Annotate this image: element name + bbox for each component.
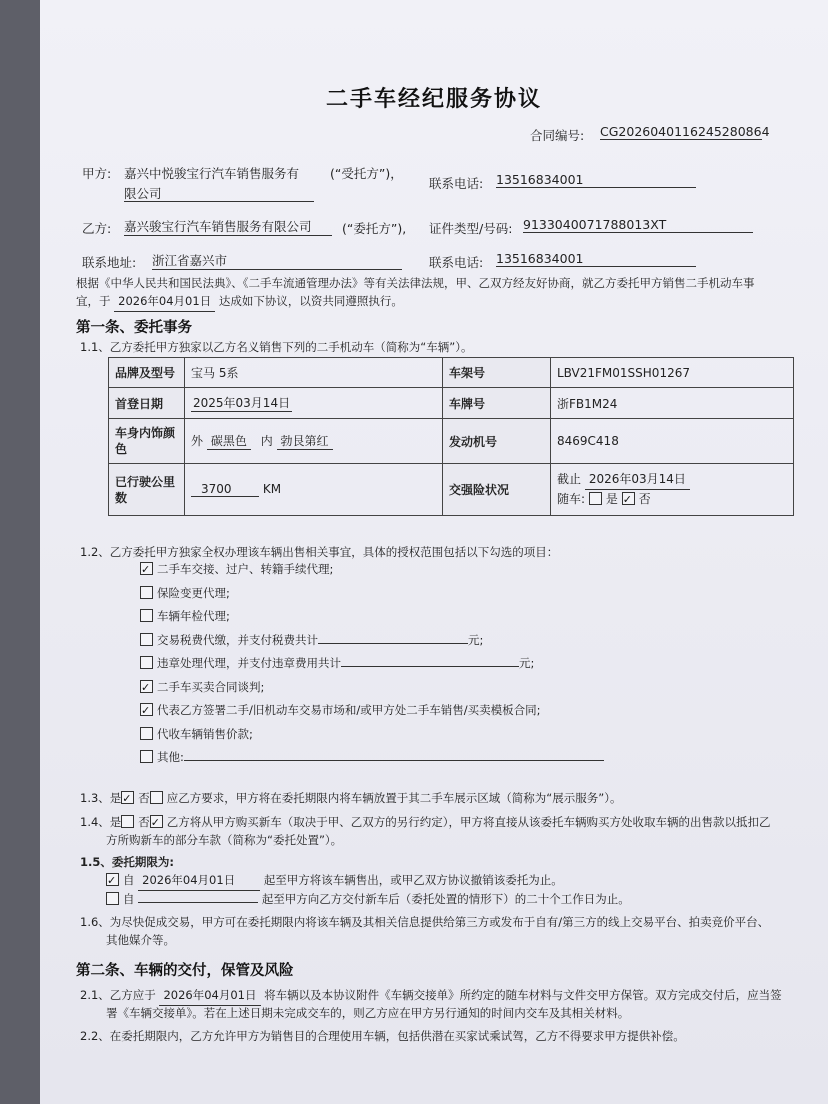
reg-date-cell <box>185 388 443 419</box>
option-checkbox[interactable] <box>140 680 153 693</box>
clause-1-3 <box>80 789 621 808</box>
contract-page <box>40 0 828 1104</box>
clause-1-3-yes-checkbox[interactable] <box>121 791 134 804</box>
option-label: 其他: <box>157 750 184 764</box>
option-checkbox[interactable] <box>140 562 153 575</box>
party-a-phone-label: 联系电话: <box>429 176 484 191</box>
clause-1-5-option-b <box>106 890 630 909</box>
term-b-date-blank[interactable] <box>138 890 258 903</box>
clause-2-2: 2.2、在委托期限内，乙方允许甲方为销售目的合理使用车辆，包括供潜在买家试乘试驾，乙方不得要求甲方提供补偿。 <box>80 1029 685 1043</box>
option-label: 二手车交接、过户、转籍手续代理; <box>157 562 334 576</box>
vin-value: LBV21FM01SSH01267 <box>551 358 794 388</box>
page-title: 二手车经纪服务协议 <box>325 87 542 112</box>
option-label: 二手车买卖合同谈判; <box>157 679 265 694</box>
clause-2-1-line2: 署《车辆交接单》。若在上述日期未完成交车的，则乙方应在甲方另行通知的时间内交车及其相关材料。 <box>106 1006 630 1020</box>
party-a-role: (“受托方”)， <box>330 166 403 181</box>
engine-value: 8469C418 <box>551 419 794 464</box>
option-suffix: 元; <box>468 632 484 647</box>
clause-1-4-text: 乙方将从甲方购买新车（取决于甲、乙双方的另行约定），甲方将直接从该委托车辆购买方处收取车辆的出售款以抵扣乙 <box>166 815 771 829</box>
insurance-cell <box>551 464 794 516</box>
option-item <box>140 748 604 772</box>
term-b-checkbox[interactable] <box>106 892 119 905</box>
clause-1-4-no-checkbox[interactable] <box>150 815 163 828</box>
party-a-name-underline <box>124 201 314 202</box>
option-checkbox[interactable] <box>140 609 153 622</box>
term-a-text: 起至甲方将该车辆售出，或甲乙双方协议撤销该委托为止。 <box>263 873 563 887</box>
clause-1-5: 1.5、委托期限为: <box>80 855 174 869</box>
clause-1-4-prefix: 1.4、是 <box>80 815 122 829</box>
interior-prefix: 内 <box>260 434 273 448</box>
option-suffix: 元; <box>519 656 535 670</box>
mileage-cell <box>185 464 443 516</box>
clause-1-4-no-label: 否 <box>138 815 150 829</box>
clause-2-1-prefix: 2.1、乙方应于 <box>80 988 156 1002</box>
brand-value: 宝马 5系 <box>185 358 443 388</box>
option-item <box>140 678 604 702</box>
section2-title: 第二条、车辆的交付，保管及风险 <box>76 963 294 979</box>
option-checkbox[interactable] <box>140 633 153 646</box>
exterior-color: 碳黑色 <box>207 432 251 450</box>
clause-1-5-option-a <box>106 871 563 891</box>
insurance-follow-label: 随车: <box>557 492 586 506</box>
clause-1-3-text: 应乙方要求，甲方将在委托期限内将车辆放置于其二手车展示区域（简称为“展示服务”）。 <box>166 791 622 805</box>
plate-label: 车牌号 <box>443 388 551 419</box>
clause-1-3-no-checkbox[interactable] <box>150 791 163 804</box>
contract-number-label: 合同编号: <box>530 128 585 143</box>
option-label: 车辆年检代理; <box>157 609 230 623</box>
clause-1-4-yes-checkbox[interactable] <box>121 815 134 828</box>
table-row <box>109 419 794 464</box>
party-b-address: 浙江省嘉兴市 <box>152 251 402 270</box>
option-label: 交易税费代缴，并支付税费共计 <box>157 632 318 647</box>
option-checkbox[interactable] <box>140 703 153 716</box>
option-label: 保险变更代理; <box>157 585 230 600</box>
party-b-address-label: 联系地址: <box>82 255 137 270</box>
reg-date-value: 2025年03月14日 <box>193 396 291 410</box>
party-b-label: 乙方: <box>82 221 112 236</box>
option-list <box>140 560 604 772</box>
option-checkbox[interactable] <box>140 656 153 669</box>
insurance-yes-checkbox[interactable] <box>589 492 602 505</box>
party-a-name-line2: 限公司 <box>124 186 162 201</box>
color-cell <box>185 419 443 464</box>
term-b-prefix: 自 <box>123 892 135 906</box>
party-b-id-value: 9133040071788013XT <box>523 217 753 233</box>
party-b-id-label: 证件类型/号码: <box>429 221 513 236</box>
insurance-prefix: 截止 <box>557 472 582 486</box>
violation-amount-blank[interactable] <box>341 654 519 667</box>
mileage-value: 3700 <box>191 482 259 497</box>
clause-1-3-no-label: 否 <box>138 791 150 805</box>
option-label: 代收车辆销售价款; <box>157 726 253 741</box>
term-a-checkbox[interactable] <box>106 873 119 886</box>
mileage-unit: KM <box>262 482 282 496</box>
clause-1-1: 1.1、乙方委托甲方独家以乙方名义销售下列的二手机动车（简称为“车辆”）。 <box>80 340 473 354</box>
term-a-prefix: 自 <box>123 873 135 887</box>
option-label: 代表乙方签署二手/旧机动车交易市场和/或甲方处二手车销售/买卖模板合同; <box>157 703 541 717</box>
option-checkbox[interactable] <box>140 727 153 740</box>
table-row <box>109 464 794 516</box>
preamble-line2 <box>76 292 403 312</box>
insurance-date: 2026年03月14日 <box>585 470 690 490</box>
brand-label: 品牌及型号 <box>109 358 185 388</box>
party-b-role: (“委托方”), <box>342 221 407 236</box>
other-blank[interactable] <box>184 748 604 761</box>
plate-value: 浙FB1M24 <box>551 388 794 419</box>
option-item <box>140 654 604 678</box>
insurance-no-label: 否 <box>638 492 651 506</box>
party-b-phone-label: 联系电话: <box>429 255 484 270</box>
clause-2-1 <box>80 986 782 1006</box>
color-label: 车身内饰颜色 <box>109 419 185 464</box>
option-checkbox[interactable] <box>140 586 153 599</box>
clause-1-4-line2: 方所购新车的部分车款（简称为“委托处置”）。 <box>106 833 343 847</box>
clause-1-6-line1: 1.6、为尽快促成交易，甲方可在委托期限内将该车辆及其相关信息提供给第三方或发布于自有/第三方的线上交易平台、拍卖竞价平台、 <box>80 915 770 929</box>
party-a-phone: 13516834001 <box>496 172 696 188</box>
clause-2-1-date: 2026年04月01日 <box>159 986 260 1006</box>
vin-label: 车架号 <box>443 358 551 388</box>
party-b-phone: 13516834001 <box>496 251 696 267</box>
insurance-yes-label: 是 <box>605 492 618 506</box>
option-item <box>140 607 604 631</box>
tax-amount-blank[interactable] <box>318 631 468 644</box>
table-row <box>109 388 794 419</box>
term-a-date: 2026年04月01日 <box>138 871 260 891</box>
preamble-line1: 根据《中华人民共和国民法典》、《二手车流通管理办法》等有关法律法规，甲、乙双方经友好协商，就乙方委托甲方销售二手机动车事 <box>76 276 755 290</box>
preamble-post: 达成如下协议，以资共同遵照执行。 <box>218 294 403 308</box>
party-a-label: 甲方: <box>82 166 112 181</box>
party-b-name: 嘉兴骏宝行汽车销售服务有限公司 <box>124 217 332 236</box>
clause-2-1-text: 将车辆以及本协议附件《车辆交接单》所约定的随车材料与文件交甲方保管。双方完成交付后，应当签 <box>264 988 782 1002</box>
option-item <box>140 560 604 584</box>
contract-number: CG2026040116245280864 <box>600 124 770 139</box>
preamble-date: 2026年04月01日 <box>114 292 215 312</box>
section1-title: 第一条、委托事务 <box>76 320 192 336</box>
engine-label: 发动机号 <box>443 419 551 464</box>
option-checkbox[interactable] <box>140 750 153 763</box>
clause-1-4 <box>80 813 771 832</box>
interior-color: 勃艮第红 <box>277 432 333 450</box>
option-item <box>140 725 604 749</box>
clause-1-6-line2: 其他媒介等。 <box>106 933 175 947</box>
preamble-pre: 宜，于 <box>76 294 111 308</box>
mileage-label: 已行驶公里数 <box>109 464 185 516</box>
table-row <box>109 358 794 388</box>
option-item <box>140 701 604 725</box>
term-b-text: 起至甲方向乙方交付新车后（委托处置的情形下）的二十个工作日为止。 <box>261 892 630 906</box>
option-item <box>140 631 604 655</box>
insurance-label: 交强险状况 <box>443 464 551 516</box>
clause-1-2: 1.2、乙方委托甲方独家全权办理该车辆出售相关事宜，具体的授权范围包括以下勾选的项目： <box>80 545 559 559</box>
option-item <box>140 584 604 608</box>
clause-1-3-prefix: 1.3、是 <box>80 791 122 805</box>
option-label: 违章处理代理，并支付违章费用共计 <box>157 656 341 670</box>
party-a-name-line1: 嘉兴中悦骏宝行汽车销售服务有 <box>124 166 300 181</box>
insurance-no-checkbox[interactable] <box>622 492 635 505</box>
vehicle-table <box>108 357 794 516</box>
exterior-prefix: 外 <box>191 434 204 448</box>
reg-date-label: 首登日期 <box>109 388 185 419</box>
